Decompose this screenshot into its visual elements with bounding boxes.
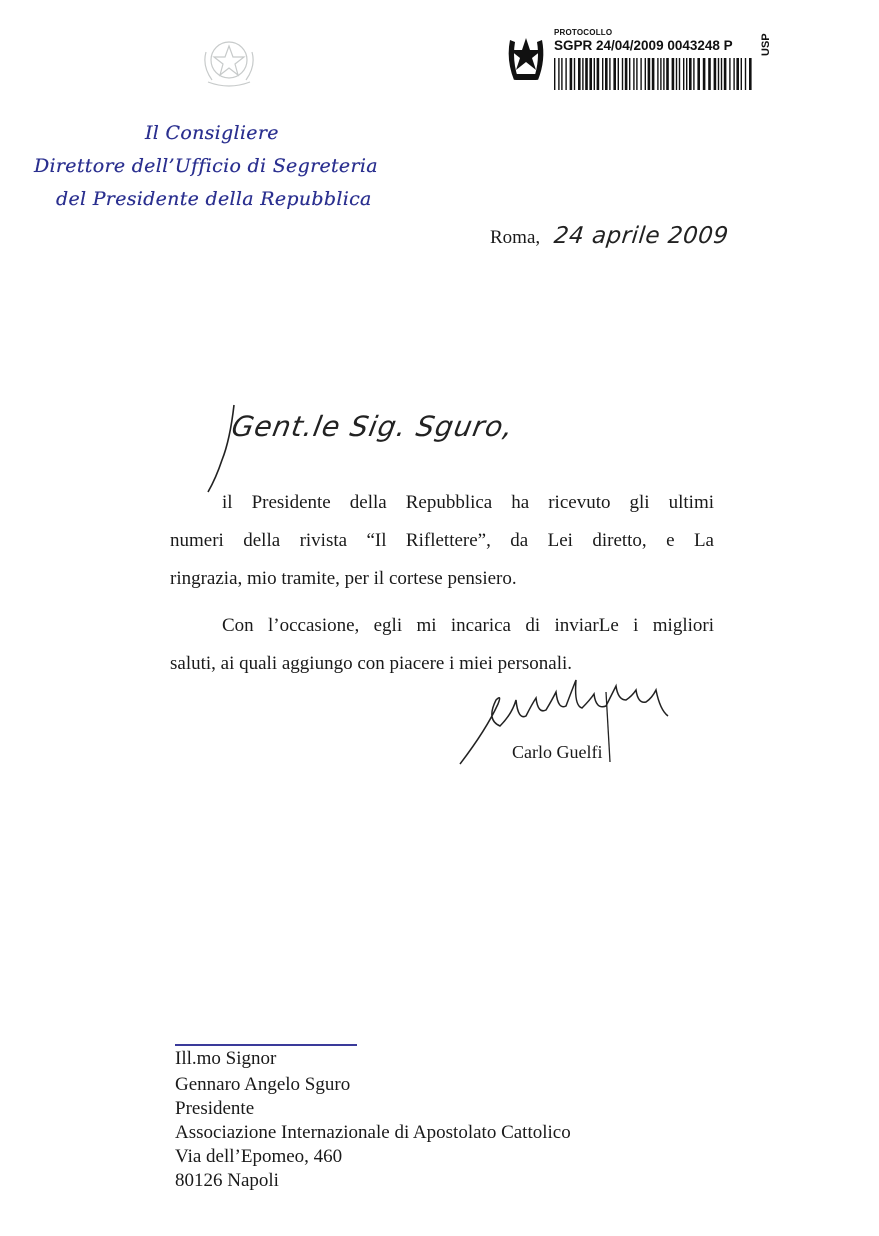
barcode-bar	[594, 58, 595, 90]
barcode-bar	[697, 58, 700, 90]
barcode-bar	[686, 58, 687, 90]
barcode-bar	[609, 58, 610, 90]
barcode-bar	[657, 58, 658, 90]
barcode-bar	[718, 58, 719, 90]
protocol-stamp	[504, 28, 776, 92]
protocol-code: SGPR 24/04/2009 0043248 P	[554, 38, 733, 53]
letterhead-institution: del Presidente della Repubblica	[56, 188, 372, 210]
barcode-bar	[683, 58, 684, 90]
barcode-bar	[558, 58, 559, 90]
barcode-bar	[636, 58, 637, 90]
barcode-bar	[672, 58, 675, 90]
barcode-bar	[582, 58, 583, 90]
barcode-bar	[561, 58, 562, 90]
recipient-salutation: Ill.mo Signor	[175, 1048, 277, 1069]
barcode-bar	[736, 58, 739, 90]
barcode-bar	[749, 58, 752, 90]
barcode-bar	[708, 58, 711, 90]
date-place: Roma,	[490, 227, 541, 248]
body-paragraph-1-line-1: il Presidente della Repubblica ha ricevuto gli ultimi	[222, 492, 714, 513]
protocol-side-label: USP	[760, 33, 772, 56]
recipient-name: Gennaro Angelo Sguro	[175, 1074, 351, 1095]
barcode-bar	[602, 58, 603, 90]
barcode-bar	[741, 58, 742, 90]
barcode-bar	[733, 58, 734, 90]
barcode-bar	[618, 58, 619, 90]
barcode-bar	[689, 58, 692, 90]
barcode-bar	[666, 58, 669, 90]
barcode-bar	[625, 58, 628, 90]
salutation: Gent.le Sig. Sguro,	[229, 410, 517, 443]
barcode-bar	[565, 58, 566, 90]
barcode-bar	[724, 58, 727, 90]
letterhead-office: Direttore dell’Ufficio di Segreteria	[34, 155, 378, 177]
barcode-bar	[578, 58, 581, 90]
barcode-bar	[589, 58, 592, 90]
barcode-bar	[585, 58, 588, 90]
barcode-bar	[745, 58, 746, 90]
letterhead-title: Il Consigliere	[145, 122, 279, 144]
barcode	[554, 58, 752, 90]
barcode-bar	[663, 58, 664, 90]
barcode-bar	[652, 58, 655, 90]
barcode-bar	[570, 58, 573, 90]
barcode-bar	[703, 58, 706, 90]
date-handwritten: 24 aprile 2009	[552, 223, 730, 249]
barcode-bar	[721, 58, 722, 90]
barcode-bar	[633, 58, 634, 90]
recipient-city: 80126 Napoli	[175, 1170, 279, 1191]
barcode-bar	[574, 58, 575, 90]
barcode-bar	[693, 58, 694, 90]
republic-emblem-icon	[198, 32, 260, 90]
barcode-bar	[597, 58, 600, 90]
barcode-bar	[645, 58, 646, 90]
barcode-bar	[648, 58, 651, 90]
barcode-bar	[622, 58, 623, 90]
barcode-bar	[714, 58, 717, 90]
address-divider	[175, 1044, 357, 1046]
body-paragraph-2-line-1: Con l’occasione, egli mi incarica di inviarLe i migliori	[222, 615, 714, 636]
signer-name: Carlo Guelfi	[512, 742, 603, 762]
body-paragraph-2-line-2: saluti, ai quali aggiungo con piacere i miei personali.	[170, 653, 573, 674]
barcode-bar	[613, 58, 616, 90]
barcode-bar	[629, 58, 630, 90]
body-paragraph-1-line-2: numeri della rivista “Il Riflettere”, da Lei diretto, e La	[170, 530, 714, 551]
recipient-organization: Associazione Internazionale di Apostolato Cattolico	[175, 1122, 571, 1143]
barcode-bar	[554, 58, 555, 90]
barcode-bar	[660, 58, 661, 90]
barcode-bar	[605, 58, 608, 90]
body-paragraph-1-line-3: ringrazia, mio tramite, per il cortese pensiero.	[170, 568, 517, 589]
barcode-bar	[729, 58, 730, 90]
protocol-label: PROTOCOLLO	[554, 28, 613, 37]
barcode-bar	[679, 58, 680, 90]
barcode-bar	[676, 58, 677, 90]
recipient-title: Presidente	[175, 1098, 255, 1119]
recipient-street: Via dell’Epomeo, 460	[175, 1146, 343, 1167]
barcode-bar	[640, 58, 641, 90]
seal-icon	[504, 30, 548, 86]
